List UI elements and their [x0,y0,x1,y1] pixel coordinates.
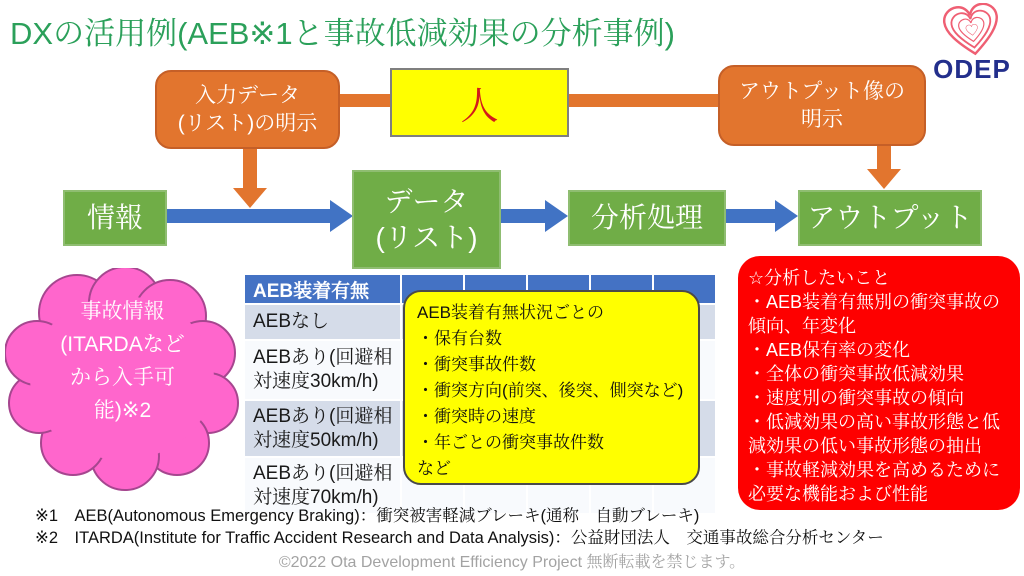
down-arrow-left-head [233,188,267,208]
flow-box-output: アウトプット [798,190,982,246]
red-note-line: ・全体の衝突事故低減効果 [748,364,964,384]
yellow-note-line: など [417,459,451,478]
table-row-label: AEBあり(回避相対速度30km/h) [253,347,393,392]
output-image-box [718,65,926,146]
flow-arrow-3-head [775,200,798,232]
footnote-line: ※1 AEB(Autonomous Emergency Braking)：衝突被害軽減ブレーキ(通称 自動ブレーキ) [35,507,700,525]
red-note-line: ・速度別の衝突事故の傾向 [748,388,964,408]
red-note-line: ・AEB保有率の変化 [748,340,911,360]
red-note-line: ☆分析したいこと [748,268,891,288]
flow-box-data-line2: (リスト) [375,221,478,253]
table-row-label: AEBあり(回避相対速度70km/h) [253,462,393,508]
input-data-line2: (リスト)の明示 [177,111,318,135]
footnote-line: ※2 ITARDA(Institute for Traffic Accident Research and Data Analysis)：公益財団法人 交通事故総合分析センター [35,529,884,547]
footnotes [35,505,884,549]
flow-arrow-2-head [545,200,568,232]
output-image-line2: 明示 [801,107,843,131]
flow-box-data-line1: データ [384,185,469,217]
cloud-line: から入手可 [70,366,175,389]
connector-human-output [562,94,722,107]
yellow-note-line: ・衝突事故件数 [417,355,536,374]
odep-logo-text: ODEP [933,54,1011,84]
flow-box-info: 情報 [63,190,167,246]
page-title: DXの活用例(AEB※1と事故低減効果の分析事例) [10,16,675,51]
input-data-box [155,70,340,149]
red-note-line: ・低減効果の高い事故形態と低減効果の低い事故形態の抽出 [748,412,1000,456]
yellow-note-line: ・保有台数 [417,329,502,348]
flow-arrow-2-shaft [497,209,546,223]
table-header-label: AEB装着有無 [253,280,370,302]
cloud-line: 能)※2 [93,399,152,422]
table-row-label: AEBあり(回避相対速度50km/h) [253,405,393,451]
red-note [738,256,1020,510]
down-arrow-left-shaft [243,143,257,188]
output-image-line1: アウトプット像の [739,79,905,103]
copyright: ©2022 Ota Development Efficiency Project 無断転載を禁じます。 [278,554,746,571]
yellow-note-line: AEB装着有無状況ごとの [417,303,605,322]
flow-arrow-1-shaft [163,209,331,223]
red-note-line: ・事故軽減効果を高めるために必要な機能および性能 [748,460,1000,504]
heart-icon [926,3,1018,57]
accident-info-cloud-text [25,295,220,427]
flow-arrow-3-shaft [722,209,776,223]
cloud-line: (ITARDAなど [60,333,185,356]
cloud-line: 事故情報 [80,300,165,323]
yellow-note-line: ・衝突時の速度 [417,407,536,426]
red-note-line: ・AEB装着有無別の衝突事故の傾向、年変化 [748,292,1001,336]
yellow-note-line: ・衝突方向(前突、後突、側突など) [417,381,684,400]
yellow-note-line: ・年ごとの衝突事故件数 [417,433,604,452]
human-box: 人 [390,68,569,137]
table-row-label: AEBなし [253,311,330,332]
flow-box-data [352,170,501,269]
flow-arrow-1-head [330,200,353,232]
yellow-note [403,290,700,485]
odep-logo [926,3,1018,84]
down-arrow-right-head [867,169,901,189]
input-data-line1: 入力データ [195,83,300,107]
flow-box-analysis: 分析処理 [568,190,726,246]
